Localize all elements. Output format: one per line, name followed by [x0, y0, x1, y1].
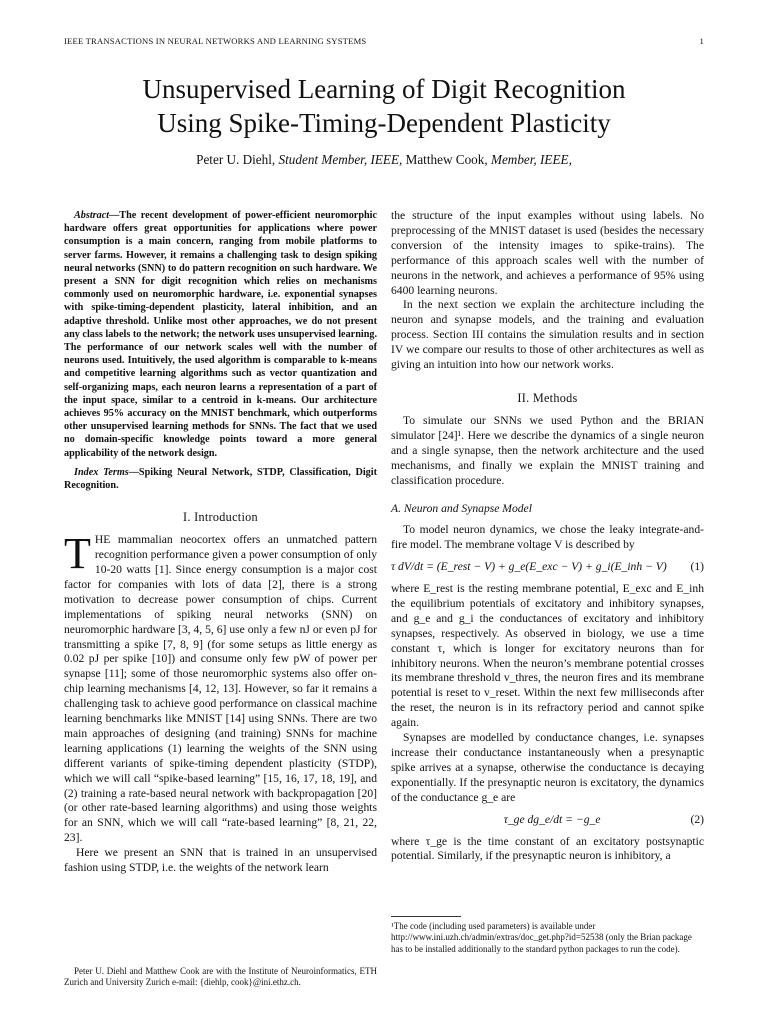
intro-paragraph-1 — [64, 529, 377, 846]
index-terms-lead: Index Terms — [74, 466, 129, 478]
footnote-block — [391, 908, 704, 955]
abstract-text: —The recent development of power-efficient neuromorphic hardware offers great opportunities for applications where power consumption is a main concern, ranging from mobile platforms to server farms. However, it remains a challenging task to design spiking neural networks (SNN) to do pattern recognition on such hardware. We present a SNN for digit recognition which relies on mechanisms commonly used on neuromorphic hardware, i.e. exponential synapses with spike-timing-dependent plasticity, lateral inhibition, and an adaptive threshold. Unlike most other approaches, we do not present any class labels to the network; the network uses unsupervised learning. The performance of our network scales well with the number of neurons used. Intuitively, the used algorithm is comparable to k-means and competitive learning algorithms such as vector quantization and self-organizing maps, each neuron learns a representation of a part of the input space, similar to a centroid in k-means. Our architecture achieves 95% accuracy on the MNIST benchmark, which outperforms other unsupervised learning methods for SNNs. The fact that we used no domain-specific knowledge points toward a more general applicability of the network design. — [64, 210, 377, 459]
title-line-1: Unsupervised Learning of Digit Recognition — [142, 74, 626, 104]
equation-2-body: τ_ge dg_e/dt = −g_e — [503, 812, 601, 826]
abstract — [64, 209, 377, 460]
author-2-role: Member, IEEE, — [490, 152, 572, 167]
equation-1-body: τ dV/dt = (E_rest − V) + g_e(E_exc − V) + g_i(E_inh − V) — [391, 560, 667, 574]
neuron-paragraph-2: where E_rest is the resting membrane potential, E_exc and E_inh the equilibrium potentials of excitatory and inhibitory synapses, and g_e and g_i the conductances of excitatory and inhibitory synapses, respectively. As observed in biology, we use a time constant τ, which is longer for excitatory neurons than for inhibitory neurons. When the neuron’s membrane potential crosses its membrane threshold v_thres, the neuron fires and its membrane potential is reset to v_reset. Within the next few milliseconds after the reset, the neuron is in its refractory period and cannot spike again. — [391, 582, 704, 730]
abstract-lead: Abstract — [74, 210, 110, 221]
right-paragraph-1: the structure of the input examples without using labels. No preprocessing of the MNIST dataset is used (besides the necessary conversion of the intensity images to spike-trains). The performance of this approach scales well with the number of neurons in the network, and achieves a performance of 95% using 6400 learning neurons. — [391, 209, 704, 297]
neuron-paragraph-3: Synapses are modelled by conductance changes, i.e. synapses increase their conductance instantaneously when a presynaptic spike arrives at a synapse, otherwise the conductance is decaying exponentially. If the presynaptic neuron is excitatory, the dynamics of the conductance g_e are — [391, 731, 704, 804]
equation-1 — [391, 560, 704, 575]
intro-text-1: HE mammalian neocortex offers an unmatched pattern recognition performance given a power consumption of only 10-20 watts [1]. Since energy consumption is a major cost factor for companies with lots of data [2], there is a strong motivation to decrease power consumption of chips. Current implementations of spiking neural networks (SNN) on neuromorphic hardware [3, 4, 5, 6] use only a few nJ or even pJ for transmitting a spike [7, 8, 9] (for some setups as little energy as 0.02 pJ per spike [10]) and consume only few pW of power per synapse [11]; some of those neuromorphic systems also offer on-chip learning mechanisms [4, 12, 13]. However, so far it remains a challenging task to achieve good performance on classical machine learning benchmarks like MNIST [14] using SNNs. There are two main approaches of designing (and training) SNNs for machine learning applications (1) learning the weights of the SNN using different variants of spike-timing dependent plasticity (STDP), which we will call “spike-based learning” [15, 16, 17, 18, 19], and (2) training a rate-based neural network with backpropagation [20] (or other rate-based learning algorithms) and using those weights for an SNN, which we will call “rate-based learning” [8, 21, 22, 23]. — [64, 533, 377, 845]
equation-1-number: (1) — [690, 560, 704, 574]
methods-paragraph-1: To simulate our SNNs we used Python and the BRIAN simulator [24]¹. Here we describe the dynamics of a single neuron and a single synapse, then the network architecture and the used mechanisms, and finally we explain the MNIST training and classification procedure. — [391, 413, 704, 487]
author-1-role: Student Member, IEEE, — [278, 152, 403, 167]
right-column — [391, 209, 704, 864]
index-terms-text: —Spiking Neural Network, STDP, Classification, Digit Recognition. — [64, 466, 377, 492]
title-line-2: Using Spike-Timing-Dependent Plasticity — [157, 108, 611, 138]
neuron-paragraph-1: To model neuron dynamics, we chose the leaky integrate-and-fire model. The membrane voltage V is described by — [391, 523, 704, 552]
index-terms — [64, 466, 377, 492]
footnote-separator — [391, 916, 461, 917]
section-heading-methods: II. Methods — [517, 390, 578, 405]
page-number: 1 — [699, 36, 704, 46]
intro-paragraph-2: Here we present an SNN that is trained in an unsupervised fashion using STDP, i.e. the weights of the network learn — [64, 846, 377, 875]
right-paragraph-2: In the next section we explain the architecture including the neuron and synapse models, and the training and evaluation process. Section III contains the simulation results and in section IV we compare our results to those of other architectures as well as giving an intuition into how our network works. — [391, 298, 704, 372]
neuron-paragraph-4: where τ_ge is the time constant of an excitatory postsynaptic potential. Similarly, if the presynaptic neuron is inhibitory, a — [391, 834, 704, 863]
equation-2 — [391, 813, 704, 828]
paper-title — [0, 72, 768, 140]
subsection-heading-neuron-model: A. Neuron and Synapse Model — [391, 502, 532, 516]
running-header — [64, 36, 704, 46]
author-1: Peter U. Diehl, — [196, 152, 276, 167]
footnote-1: ¹The code (including used parameters) is available under http://www.ini.uzh.ch/admin/extras/doc_get.php?id=52538 (only the Brian package has to be installed additionally to the standard python packages to run the code). — [391, 921, 692, 954]
journal-name: IEEE TRANSACTIONS IN NEURAL NETWORKS AND LEARNING SYSTEMS — [64, 36, 367, 46]
equation-2-number: (2) — [690, 812, 704, 826]
drop-cap: T — [64, 529, 91, 579]
author-affiliation-footnote: Peter U. Diehl and Matthew Cook are with the Institute of Neuroinformatics, ETH Zurich and University Zurich e-mail: {diehlp, cook}@ini.ethz.ch. — [64, 966, 377, 988]
section-heading-introduction: I. Introduction — [183, 510, 258, 525]
left-column — [64, 209, 377, 876]
author-2: Matthew Cook, — [405, 152, 488, 167]
author-line — [0, 152, 768, 168]
